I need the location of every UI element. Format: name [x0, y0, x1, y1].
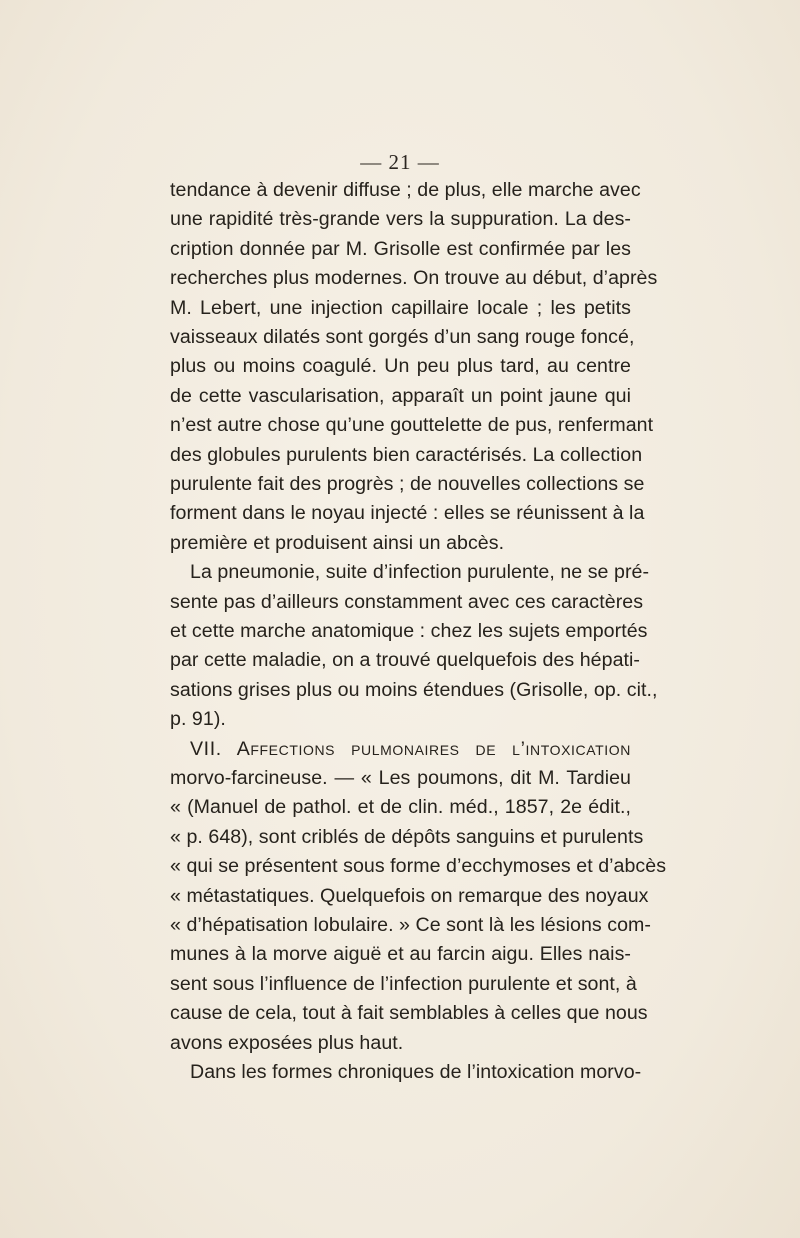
text-line: « (Manuel de pathol. et de clin. méd., 1857, 2e édit., [170, 796, 631, 819]
text-line: vaisseaux dilatés sont gorgés d’un sang rouge foncé, [170, 326, 635, 348]
text-line: « d’hépatisation lobulaire. » Ce sont là les lésions com- [170, 914, 651, 936]
text-line: morvo-farcineuse. — « Les poumons, dit M. Tardieu [170, 767, 631, 789]
text-line: La pneumonie, suite d’infection purulente, ne se pré- [190, 561, 650, 584]
text-line: sente pas d’ailleurs constamment avec ces caractères [170, 590, 644, 613]
section-heading: VII. Affections pulmonaires de l’intoxication [190, 737, 631, 760]
text-line: forment dans le noyau injecté : elles se réunissent à la [170, 502, 645, 525]
text-line: M. Lebert, une injection capillaire locale ; les petits [170, 296, 631, 319]
text-line: « métastatiques. Quelquefois on remarque des noyaux [170, 884, 649, 907]
text-line: p. 91). [170, 708, 226, 731]
text-line: première et produisent ainsi un abcès. [170, 531, 505, 554]
text-line: « p. 648), sont criblés de dépôts sanguins et purulents [170, 825, 644, 848]
text-line: tendance à devenir diffuse ; de plus, elle marche avec [170, 179, 641, 201]
text-line: de cette vascularisation, apparaît un point jaune qui [170, 384, 631, 407]
text-line: et cette marche anatomique : chez les sujets emportés [170, 620, 648, 642]
text-line: cause de cela, tout à fait semblables à celles que nous [170, 1002, 648, 1025]
text-line: des globules purulents bien caractérisés. La collection [170, 443, 643, 466]
text-line: avons exposées plus haut. [170, 1031, 404, 1054]
text-line: « qui se présentent sous forme d’ecchymoses et d’abcès [170, 855, 667, 878]
text-line: sent sous l’influence de l’infection purulente et sont, à [170, 972, 637, 995]
text-line: n’est autre chose qu’une gouttelette de pus, renfermant [170, 414, 654, 437]
text-line: munes à la morve aiguë et au farcin aigu. Elles nais- [170, 943, 631, 966]
text-line: Dans les formes chroniques de l’intoxication morvo- [190, 1061, 642, 1083]
page-number: — 21 — [360, 150, 440, 174]
text-line: cription donnée par M. Grisolle est confirmée par les [170, 237, 631, 260]
text-line: recherches plus modernes. On trouve au début, d’après [170, 267, 658, 290]
text-line: plus ou moins coagulé. Un peu plus tard, au centre [170, 355, 631, 378]
text-line: sations grises plus ou moins étendues (Grisolle, op. cit., [170, 678, 658, 701]
text-line: par cette maladie, on a trouvé quelquefois des hépati- [170, 649, 640, 672]
text-line: une rapidité très-grande vers la suppuration. La des- [170, 208, 631, 231]
text-line: purulente fait des progrès ; de nouvelles collections se [170, 473, 645, 495]
